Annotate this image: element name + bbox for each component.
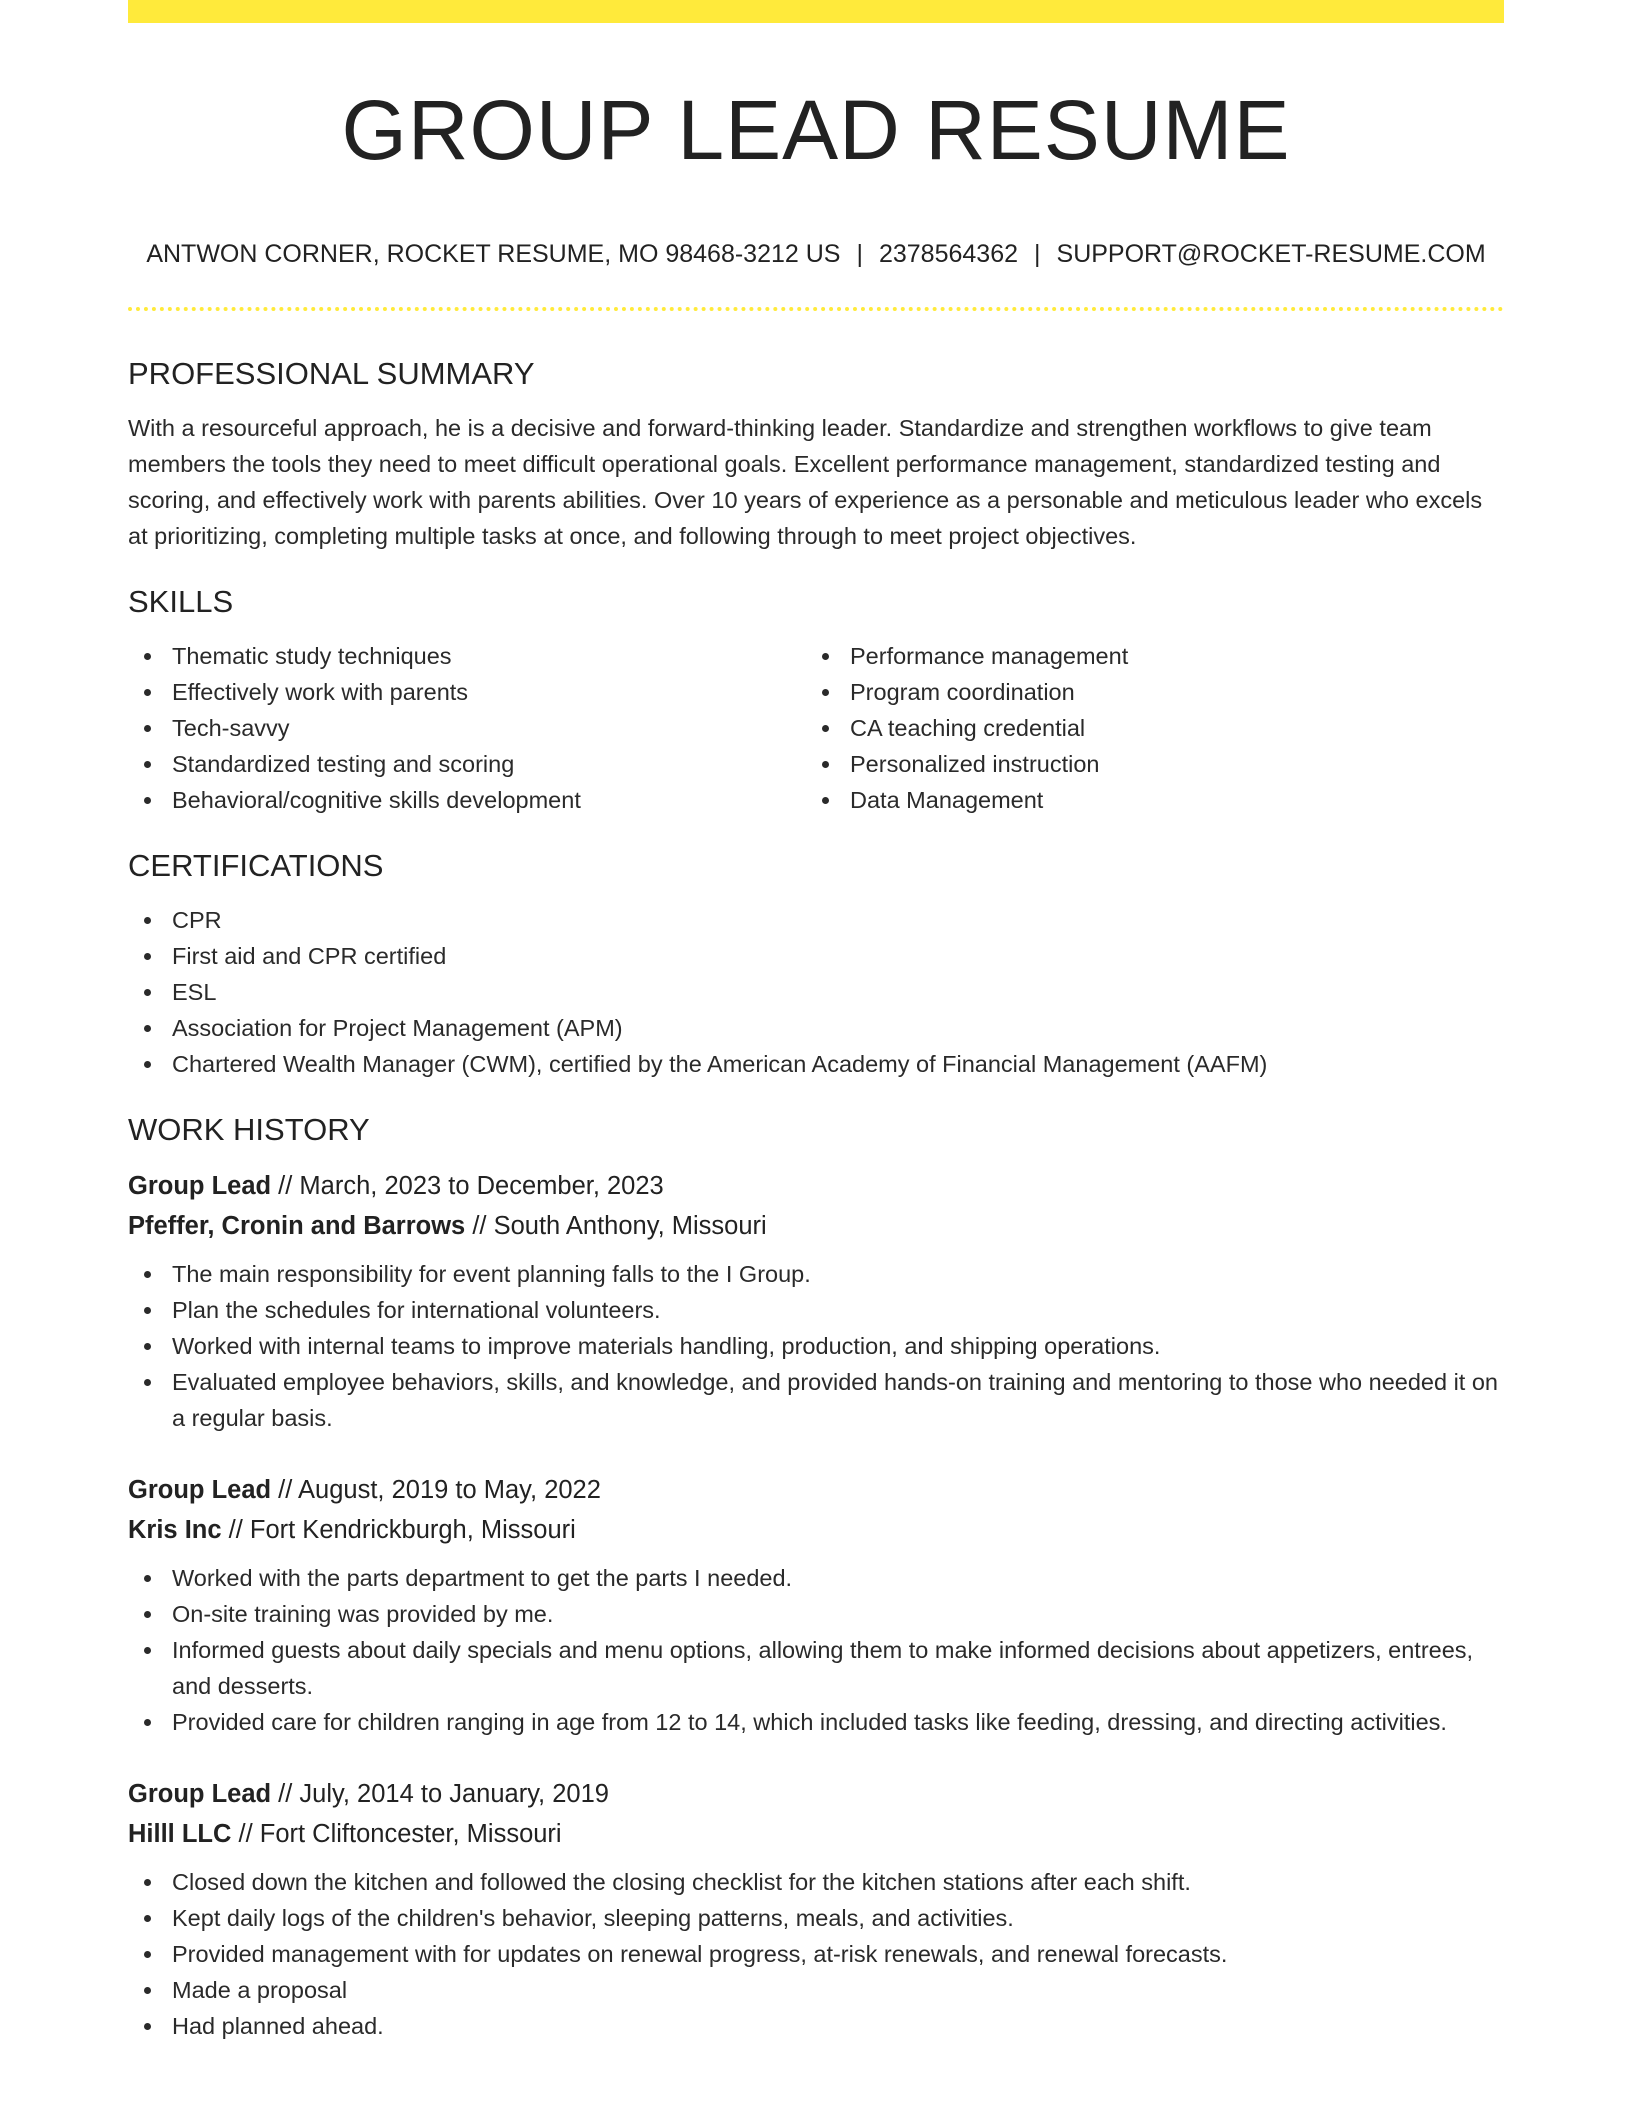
job-bullet: Plan the schedules for international volunteers.	[128, 1292, 1504, 1328]
job-bullet: The main responsibility for event planning falls to the I Group.	[128, 1256, 1504, 1292]
contact-address: ANTWON CORNER, ROCKET RESUME, MO 98468-3212 US	[146, 240, 841, 268]
job-company: Pfeffer, Cronin and Barrows	[128, 1212, 466, 1240]
skills-right-list	[806, 638, 1484, 818]
skill-item: Behavioral/cognitive skills development	[128, 782, 806, 818]
job-company: Hilll LLC	[128, 1820, 232, 1848]
job-bullet: Evaluated employee behaviors, skills, and knowledge, and provided hands-on training and mentoring to those who needed it on a regular basis.	[128, 1364, 1504, 1436]
work-history-heading: WORK HISTORY	[128, 1112, 370, 1147]
top-accent-bar	[128, 0, 1504, 23]
skills-grid	[128, 638, 1504, 818]
job-title: Group Lead	[128, 1780, 272, 1808]
job-location: // Fort Cliftoncester, Missouri	[231, 1820, 562, 1848]
contact-separator: |	[1034, 240, 1041, 268]
job-bullet: On-site training was provided by me.	[128, 1596, 1504, 1632]
job-bullets	[128, 1256, 1504, 1436]
job-dates: // July, 2014 to January, 2019	[271, 1780, 609, 1808]
job-dates: // March, 2023 to December, 2023	[271, 1172, 664, 1200]
job-entry	[128, 1470, 1504, 1740]
skill-item: Performance management	[806, 638, 1484, 674]
resume-content	[128, 352, 1504, 2078]
job-title-line	[128, 1470, 1504, 1510]
skills-heading: SKILLS	[128, 584, 234, 619]
skill-item: Thematic study techniques	[128, 638, 806, 674]
dotted-divider	[128, 307, 1504, 311]
certifications-heading: CERTIFICATIONS	[128, 848, 384, 883]
skill-item: CA teaching credential	[806, 710, 1484, 746]
skill-item: Standardized testing and scoring	[128, 746, 806, 782]
job-bullet: Provided care for children ranging in age from 12 to 14, which included tasks like feeding, dressing, and directing activities.	[128, 1704, 1504, 1740]
job-bullet: Worked with internal teams to improve materials handling, production, and shipping operations.	[128, 1328, 1504, 1364]
certifications-list	[128, 902, 1504, 1082]
job-dates: // August, 2019 to May, 2022	[271, 1476, 601, 1504]
contact-phone: 2378564362	[878, 240, 1019, 268]
job-title: Group Lead	[128, 1476, 272, 1504]
certification-item: Chartered Wealth Manager (CWM), certified by the American Academy of Financial Management (AAFM)	[128, 1046, 1504, 1082]
job-bullet: Informed guests about daily specials and menu options, allowing them to make informed decisions about appetizers, entrees, and desserts.	[128, 1632, 1504, 1704]
job-entry	[128, 1774, 1504, 2044]
job-company-line	[128, 1510, 1504, 1550]
summary-section	[128, 352, 1504, 554]
skills-left-list	[128, 638, 806, 818]
contact-email: SUPPORT@ROCKET-RESUME.COM	[1056, 240, 1486, 268]
summary-text: With a resourceful approach, he is a decisive and forward-thinking leader. Standardize and strengthen workflows to give team members the tools they need to meet difficult operational goals. Excellent performance management, standardized testing and scoring, and effectively work with parents abilities. Over 10 years of experience as a personable and meticulous leader who excels at prioritizing, completing multiple tasks at once, and following through to meet project objectives.	[128, 415, 1483, 549]
resume-page	[128, 0, 1504, 2112]
skill-item: Personalized instruction	[806, 746, 1484, 782]
job-bullet: Made a proposal	[128, 1972, 1504, 2008]
job-bullet: Closed down the kitchen and followed the closing checklist for the kitchen stations after each shift.	[128, 1864, 1504, 1900]
job-title-line	[128, 1774, 1504, 1814]
job-title-line	[128, 1166, 1504, 1206]
job-bullet: Worked with the parts department to get the parts I needed.	[128, 1560, 1504, 1596]
resume-title: GROUP LEAD RESUME	[341, 83, 1291, 177]
job-bullets	[128, 1560, 1504, 1740]
summary-heading: PROFESSIONAL SUMMARY	[128, 356, 535, 391]
job-bullet: Kept daily logs of the children's behavior, sleeping patterns, meals, and activities.	[128, 1900, 1504, 1936]
certification-item: First aid and CPR certified	[128, 938, 1504, 974]
skill-item: Program coordination	[806, 674, 1484, 710]
skill-item: Data Management	[806, 782, 1484, 818]
job-entry	[128, 1166, 1504, 1436]
job-company: Kris Inc	[128, 1516, 222, 1544]
work-history-section	[128, 1108, 1504, 2044]
job-location: // South Anthony, Missouri	[465, 1212, 767, 1240]
certifications-section	[128, 844, 1504, 1082]
job-bullets	[128, 1864, 1504, 2044]
skill-item: Effectively work with parents	[128, 674, 806, 710]
skill-item: Tech-savvy	[128, 710, 806, 746]
contact-separator: |	[856, 240, 863, 268]
certification-item: CPR	[128, 902, 1504, 938]
certification-item: ESL	[128, 974, 1504, 1010]
contact-line	[128, 236, 1504, 272]
certification-item: Association for Project Management (APM)	[128, 1010, 1504, 1046]
job-bullet: Had planned ahead.	[128, 2008, 1504, 2044]
job-location: // Fort Kendrickburgh, Missouri	[221, 1516, 576, 1544]
job-bullet: Provided management with for updates on renewal progress, at-risk renewals, and renewal forecasts.	[128, 1936, 1504, 1972]
skills-section	[128, 580, 1504, 818]
job-company-line	[128, 1206, 1504, 1246]
job-company-line	[128, 1814, 1504, 1854]
job-title: Group Lead	[128, 1172, 272, 1200]
